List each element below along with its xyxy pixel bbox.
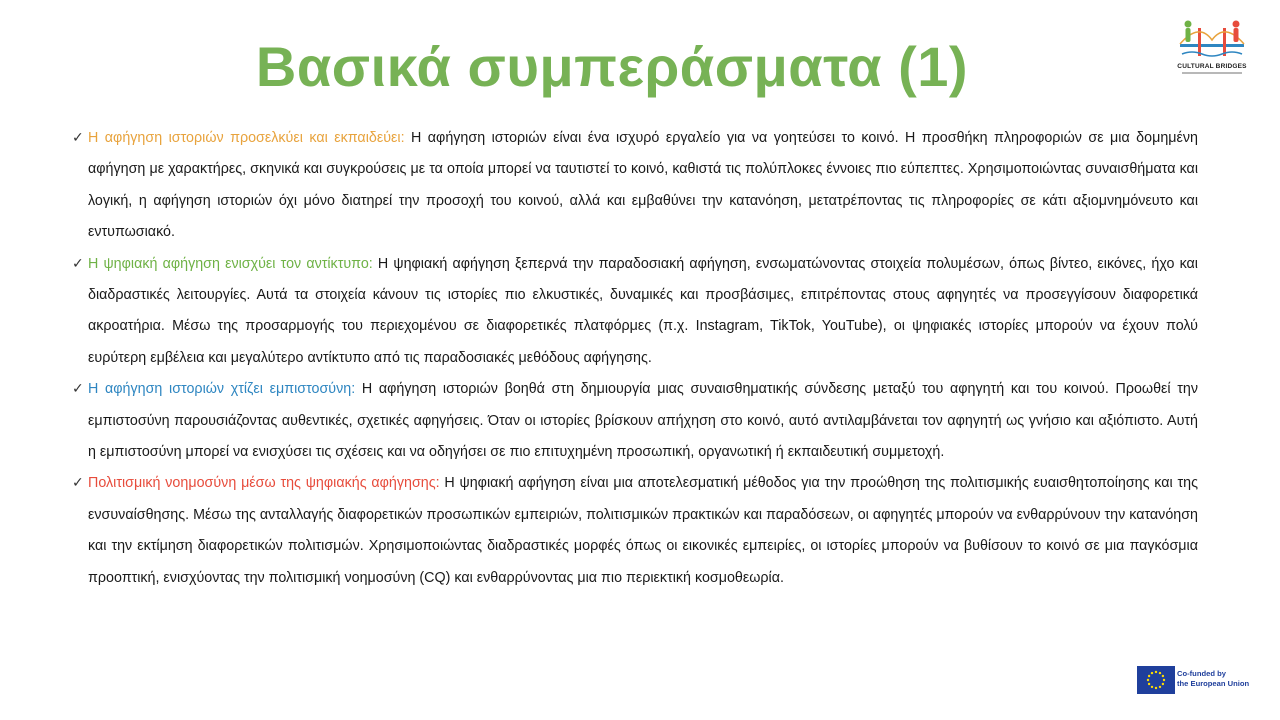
list-item (72, 468, 1198, 594)
list-item (72, 249, 1198, 375)
eu-cofunded-badge (1137, 666, 1252, 692)
logo-tagline-line (1182, 72, 1242, 74)
conclusions-list (72, 123, 1198, 594)
check-icon: ✓ (72, 381, 84, 398)
eu-text (1177, 669, 1253, 689)
list-item (72, 123, 1198, 249)
cultural-bridges-logo-icon (1172, 14, 1252, 62)
list-item (72, 374, 1198, 468)
eu-flag-icon (1138, 667, 1174, 693)
page-title: Βασικά συμπεράσματα (1) (255, 35, 969, 98)
item-heading: Πολιτισμική νοημοσύνη μέσω της ψηφιακής αφήγησης: (88, 475, 440, 492)
item-text: Η ψηφιακή αφήγηση είναι μια αποτελεσματική μέθοδος για την προώθηση της πολιτισμικής ευαισθητοποίησης και της ενσυναίσθησης. Μέσω της ανταλλαγής διαφορετικών προσωπικών εμπειριών, πολιτισμικών πρακτικών και παραδόσεων, οι αφηγητές μπορούν να ενθαρρύνουν την κατανόηση και την εκτίμηση διαφορετικών πολιτισμών. Χρησιμοποιώντας διαδραστικές μορφές όπως οι εικονικές εμπειρίες, οι ιστορίες μπορούν να βυθίσουν το κοινό σε μια παγκόσμια προοπτική, ενισχύοντας την πολιτισμική νοημοσύνη (CQ) και ενθαρρύνοντας μια πιο περιεκτική κοσμοθεωρία. (88, 475, 1198, 586)
item-text: Η ψηφιακή αφήγηση ξεπερνά την παραδοσιακή αφήγηση, ενσωματώνοντας στοιχεία πολυμέσων, όπως βίντεο, εικόνες, ήχο και διαδραστικές λειτουργίες. Αυτά τα στοιχεία κάνουν τις ιστορίες πιο ελκυστικές, δυναμικές και προσβάσιμες, επιτρέποντας στους αφηγητές να προσεγγίσουν διαφορετικά ακροατήρια. Μέσω της προσαρμογής του περιεχομένου σε διαφορετικές πλατφόρμες (π.χ. Instagram, TikTok, YouTube), οι ψηφιακές ιστορίες μπορούν να έχουν πολύ ευρύτερη εμβέλεια και μεγαλύτερο αντίκτυπο από τις παραδοσιακές μεθόδους αφήγησης. (88, 255, 1198, 366)
check-icon: ✓ (72, 475, 84, 492)
eu-line-1: Co-funded by (1177, 669, 1226, 678)
item-text: Η αφήγηση ιστοριών είναι ένα ισχυρό εργαλείο για να γοητεύσει το κοινό. Η προσθήκη πληροφοριών σε μια δομημένη αφήγηση με χαρακτήρες, σκηνικά και συγκρούσεις με τα οποία μπορεί να ταυτιστεί το κοινό, καθιστά τις πολύπλοκες έννοιες πιο εύπεπτες. Χρησιμοποιώντας συναισθήματα και λογική, η αφήγηση ιστοριών όχι μόνο διατηρεί την προσοχή του κοινού, αλλά και εμβαθύνει την κατανόηση, μετατρέποντας τις πληροφορίες σε κάτι αξιομνημόνευτο και εντυπωσιακό. (88, 130, 1198, 241)
item-heading: Η ψηφιακή αφήγηση ενισχύει τον αντίκτυπο: (88, 255, 373, 272)
cultural-bridges-logo (1172, 14, 1252, 80)
item-text: Η αφήγηση ιστοριών βοηθά στη δημιουργία μιας συναισθηματικής σύνδεσης μεταξύ του αφηγητή και του κοινού. Προωθεί την εμπιστοσύνη παρουσιάζοντας αυθεντικές, σχετικές αφηγήσεις. Όταν οι ιστορίες βρίσκουν απήχηση στο κοινό, αυτό αντιλαμβάνεται τον αφηγητή ως γνήσιο και αξιόπιστο. Αυτή η εμπιστοσύνη μπορεί να ενισχύσει τις σχέσεις και να οδηγήσει σε πιο επιτυχημένη προσωπική, οργανωτική ή εκπαιδευτική συμμετοχή. (88, 381, 1198, 461)
eu-line-2: the European Union (1177, 679, 1250, 688)
check-icon: ✓ (72, 255, 84, 272)
item-heading: Η αφήγηση ιστοριών χτίζει εμπιστοσύνη: (88, 381, 356, 398)
item-heading: Η αφήγηση ιστοριών προσελκύει και εκπαιδεύει: (88, 130, 405, 146)
eu-flag (1137, 666, 1175, 694)
logo-label: CULTURAL BRIDGES (1177, 63, 1247, 70)
check-icon: ✓ (72, 130, 84, 146)
